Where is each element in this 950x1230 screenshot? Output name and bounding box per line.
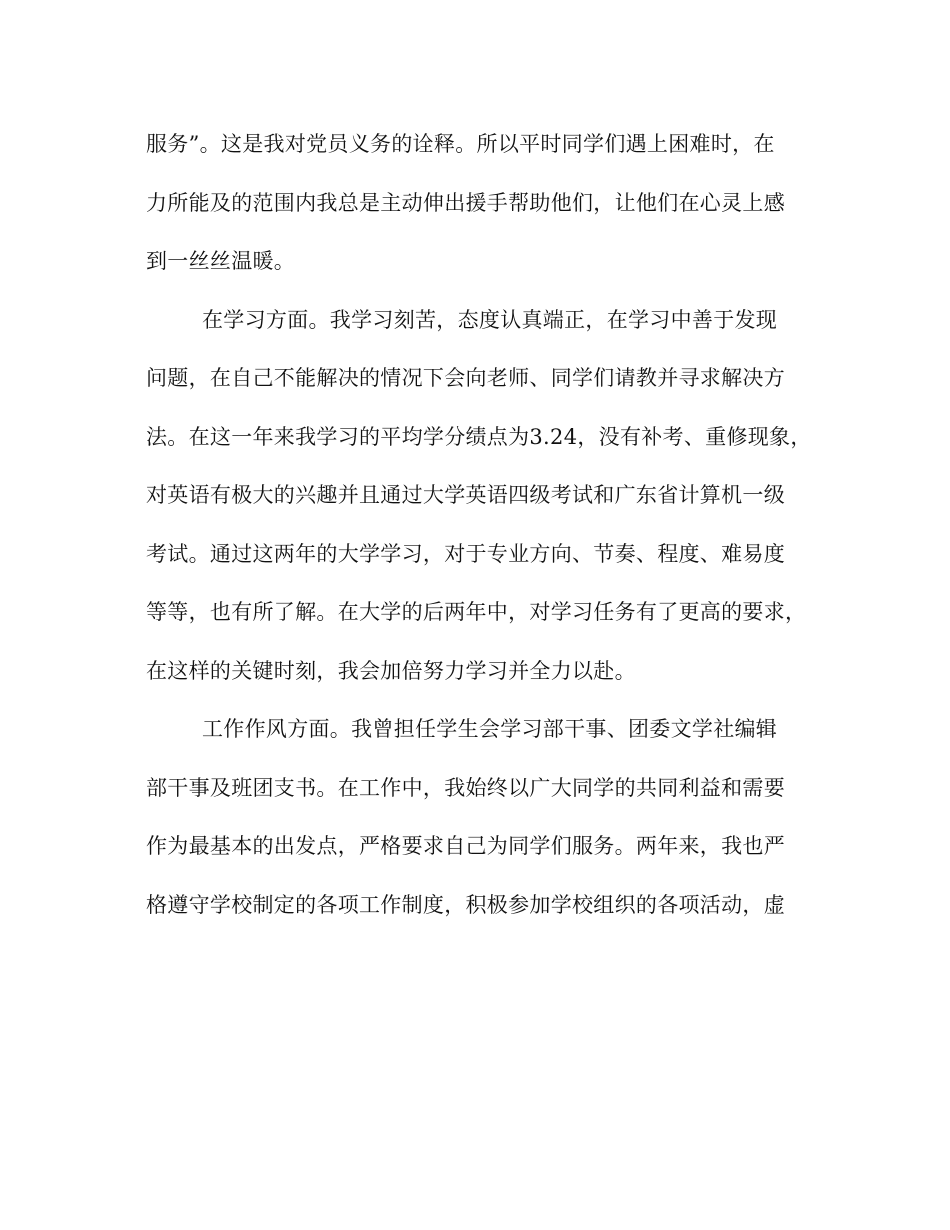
paragraph-start-work: 工作作风方面。我曾担任学生会学习部干事、团委文学社编辑 xyxy=(202,717,778,741)
text-line: 服务”。这是我对党员义务的诠释。所以平时同学们遇上困难时，在 xyxy=(146,132,775,156)
text-line: 格遵守学校制定的各项工作制度，积极参加学校组织的各项活动，虚 xyxy=(146,892,785,917)
text-line: 法。在这一年来我学习的平均学分绩点为3.24，没有补考、重修现象， xyxy=(146,424,812,449)
text-line: 作为最基本的出发点，严格要求自己为同学们服务。两年来，我也严 xyxy=(146,834,785,858)
text-line: 到一丝丝温暖。 xyxy=(146,249,296,273)
text-line: 部干事及班团支书。在工作中，我始终以广大同学的共同利益和需要 xyxy=(146,775,785,800)
text-line: 力所能及的范围内我总是主动伸出援手帮助他们，让他们在心灵上感 xyxy=(146,190,785,215)
text-line: 对英语有极大的兴趣并且通过大学英语四级考试和广东省计算机一级 xyxy=(146,483,785,507)
body-text xyxy=(146,115,826,934)
text-line: 问题，在自己不能解决的情况下会向老师、同学们请教并寻求解决方 xyxy=(146,366,785,390)
text-line: 考试。通过这两年的大学学习，对于专业方向、节奏、程度、难易度 xyxy=(146,541,785,566)
text-line: 在这样的关键时刻，我会加倍努力学习并全力以赴。 xyxy=(146,658,636,683)
paragraph-start-study: 在学习方面。我学习刻苦，态度认真端正，在学习中善于发现 xyxy=(202,307,778,332)
text-line: 等等，也有所了解。在大学的后两年中，对学习任务有了更高的要求， xyxy=(146,600,807,624)
